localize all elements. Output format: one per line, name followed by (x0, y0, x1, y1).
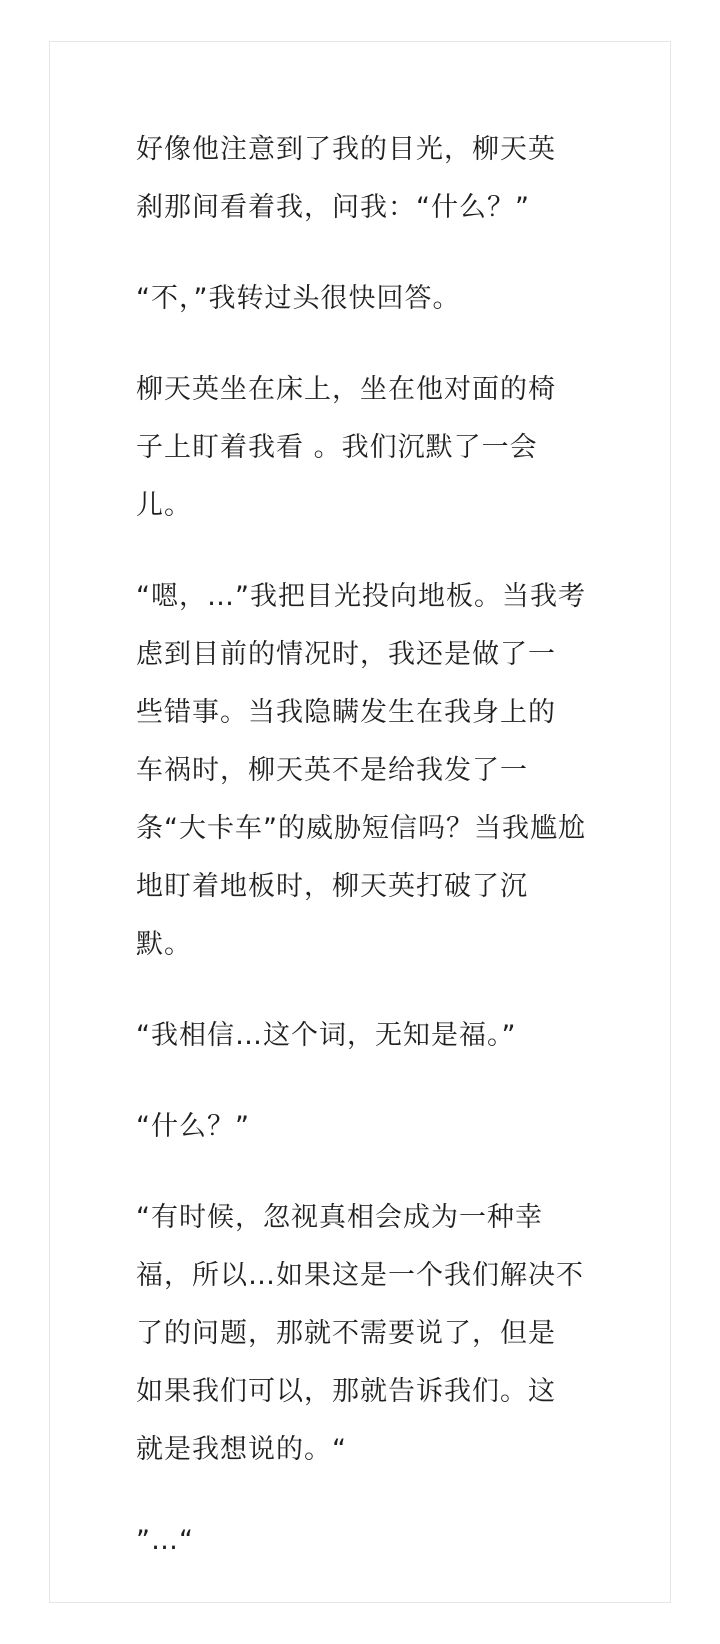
paragraph: 好像他注意到了我的目光，柳天英 刹那间看着我，问我：“什么？” (136, 134, 556, 223)
paragraph: “有时候，忽视真相会成为一种幸 福，所以…如果这是一个我们解决不 了的问题，那就不需要说了，但是 如果我们可以，那就告诉我们。这 就是我想说的。“ (136, 1202, 584, 1465)
paragraph: ”…“ (136, 1525, 194, 1556)
paragraph: “嗯，…”我把目光投向地板。当我考 虑到目前的情况时，我还是做了一 些错事。当我隐瞒发生在我身上的 车祸时，柳天英不是给我发了一 条“大卡车”的威胁短信吗？当我尴尬 地盯着地板时，柳天英打破了沉 默。 (136, 581, 586, 960)
paragraph: 柳天英坐在床上，坐在他对面的椅 子上盯着我看 。我们沉默了一会 儿。 (136, 374, 556, 521)
paragraph: “什么？” (136, 1111, 250, 1142)
paragraph: “不，”我转过头很快回答。 (136, 283, 461, 314)
article-body (136, 121, 592, 1603)
paragraph: “我相信…这个词，无知是福。” (136, 1020, 517, 1051)
